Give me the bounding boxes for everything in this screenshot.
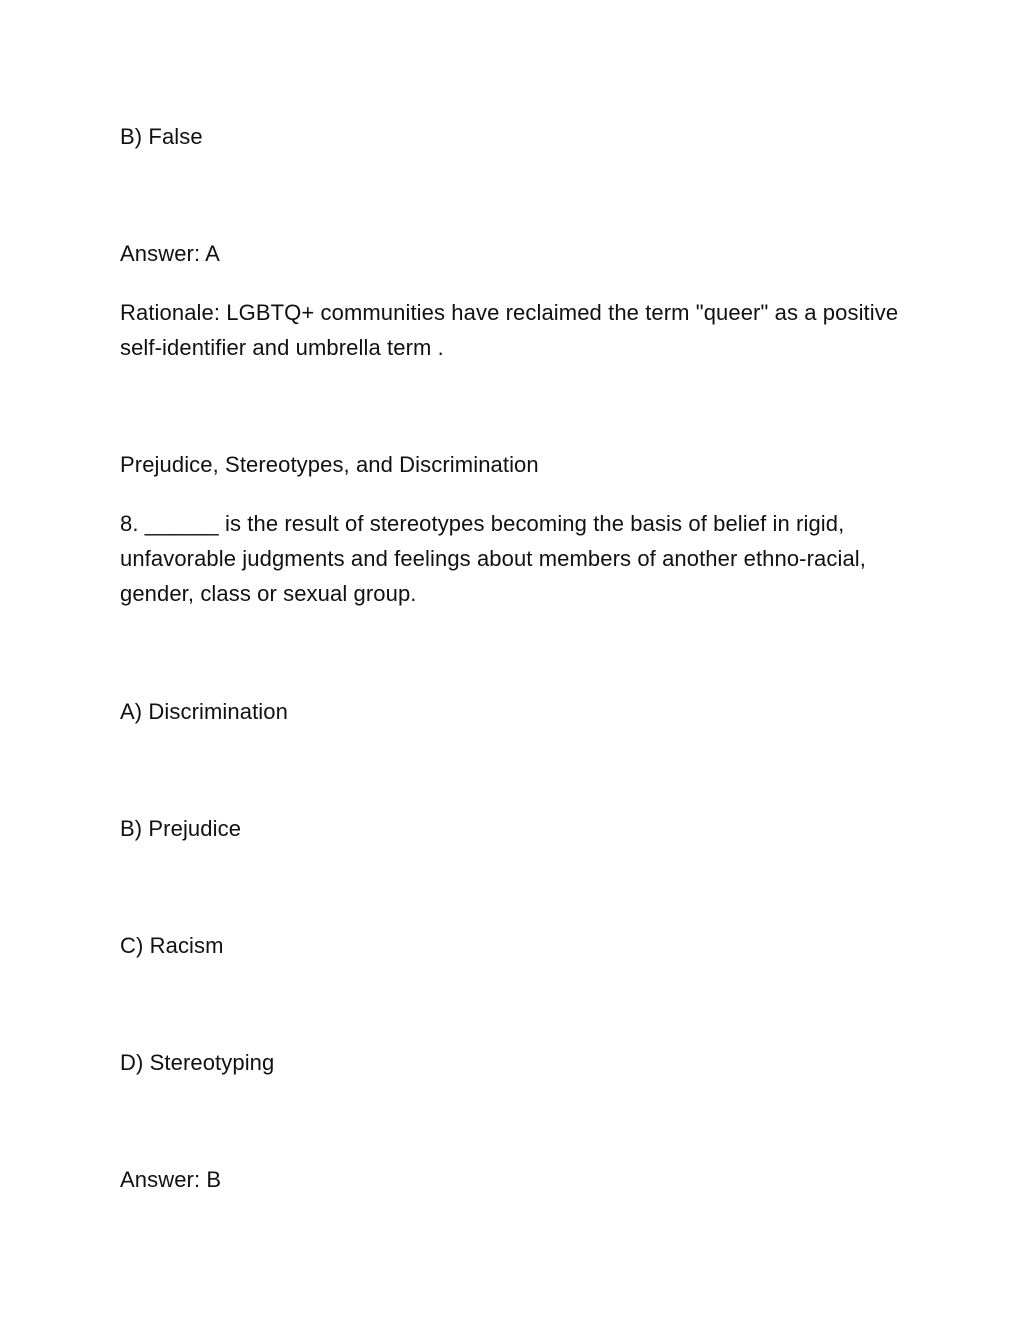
previous-rationale: Rationale: LGBTQ+ communities have reclaimed the term "queer" as a positive self-identifier and umbrella term . <box>120 300 905 360</box>
section-heading: Prejudice, Stereotypes, and Discrimination <box>120 452 539 477</box>
previous-answer: Answer: A <box>120 241 220 266</box>
question-8-option-c: C) Racism <box>120 933 224 958</box>
question-8-option-d: D) Stereotyping <box>120 1050 275 1075</box>
question-8-answer: Answer: B <box>120 1167 222 1192</box>
question-8-option-a: A) Discrimination <box>120 699 288 724</box>
question-8-text: 8. ______ is the result of stereotypes becoming the basis of belief in rigid, unfavorable judgments and feelings about members of another ethno-racial, gender, class or sexual group. <box>120 511 873 606</box>
previous-option-b: B) False <box>120 124 203 149</box>
question-8-option-b: B) Prejudice <box>120 816 242 841</box>
